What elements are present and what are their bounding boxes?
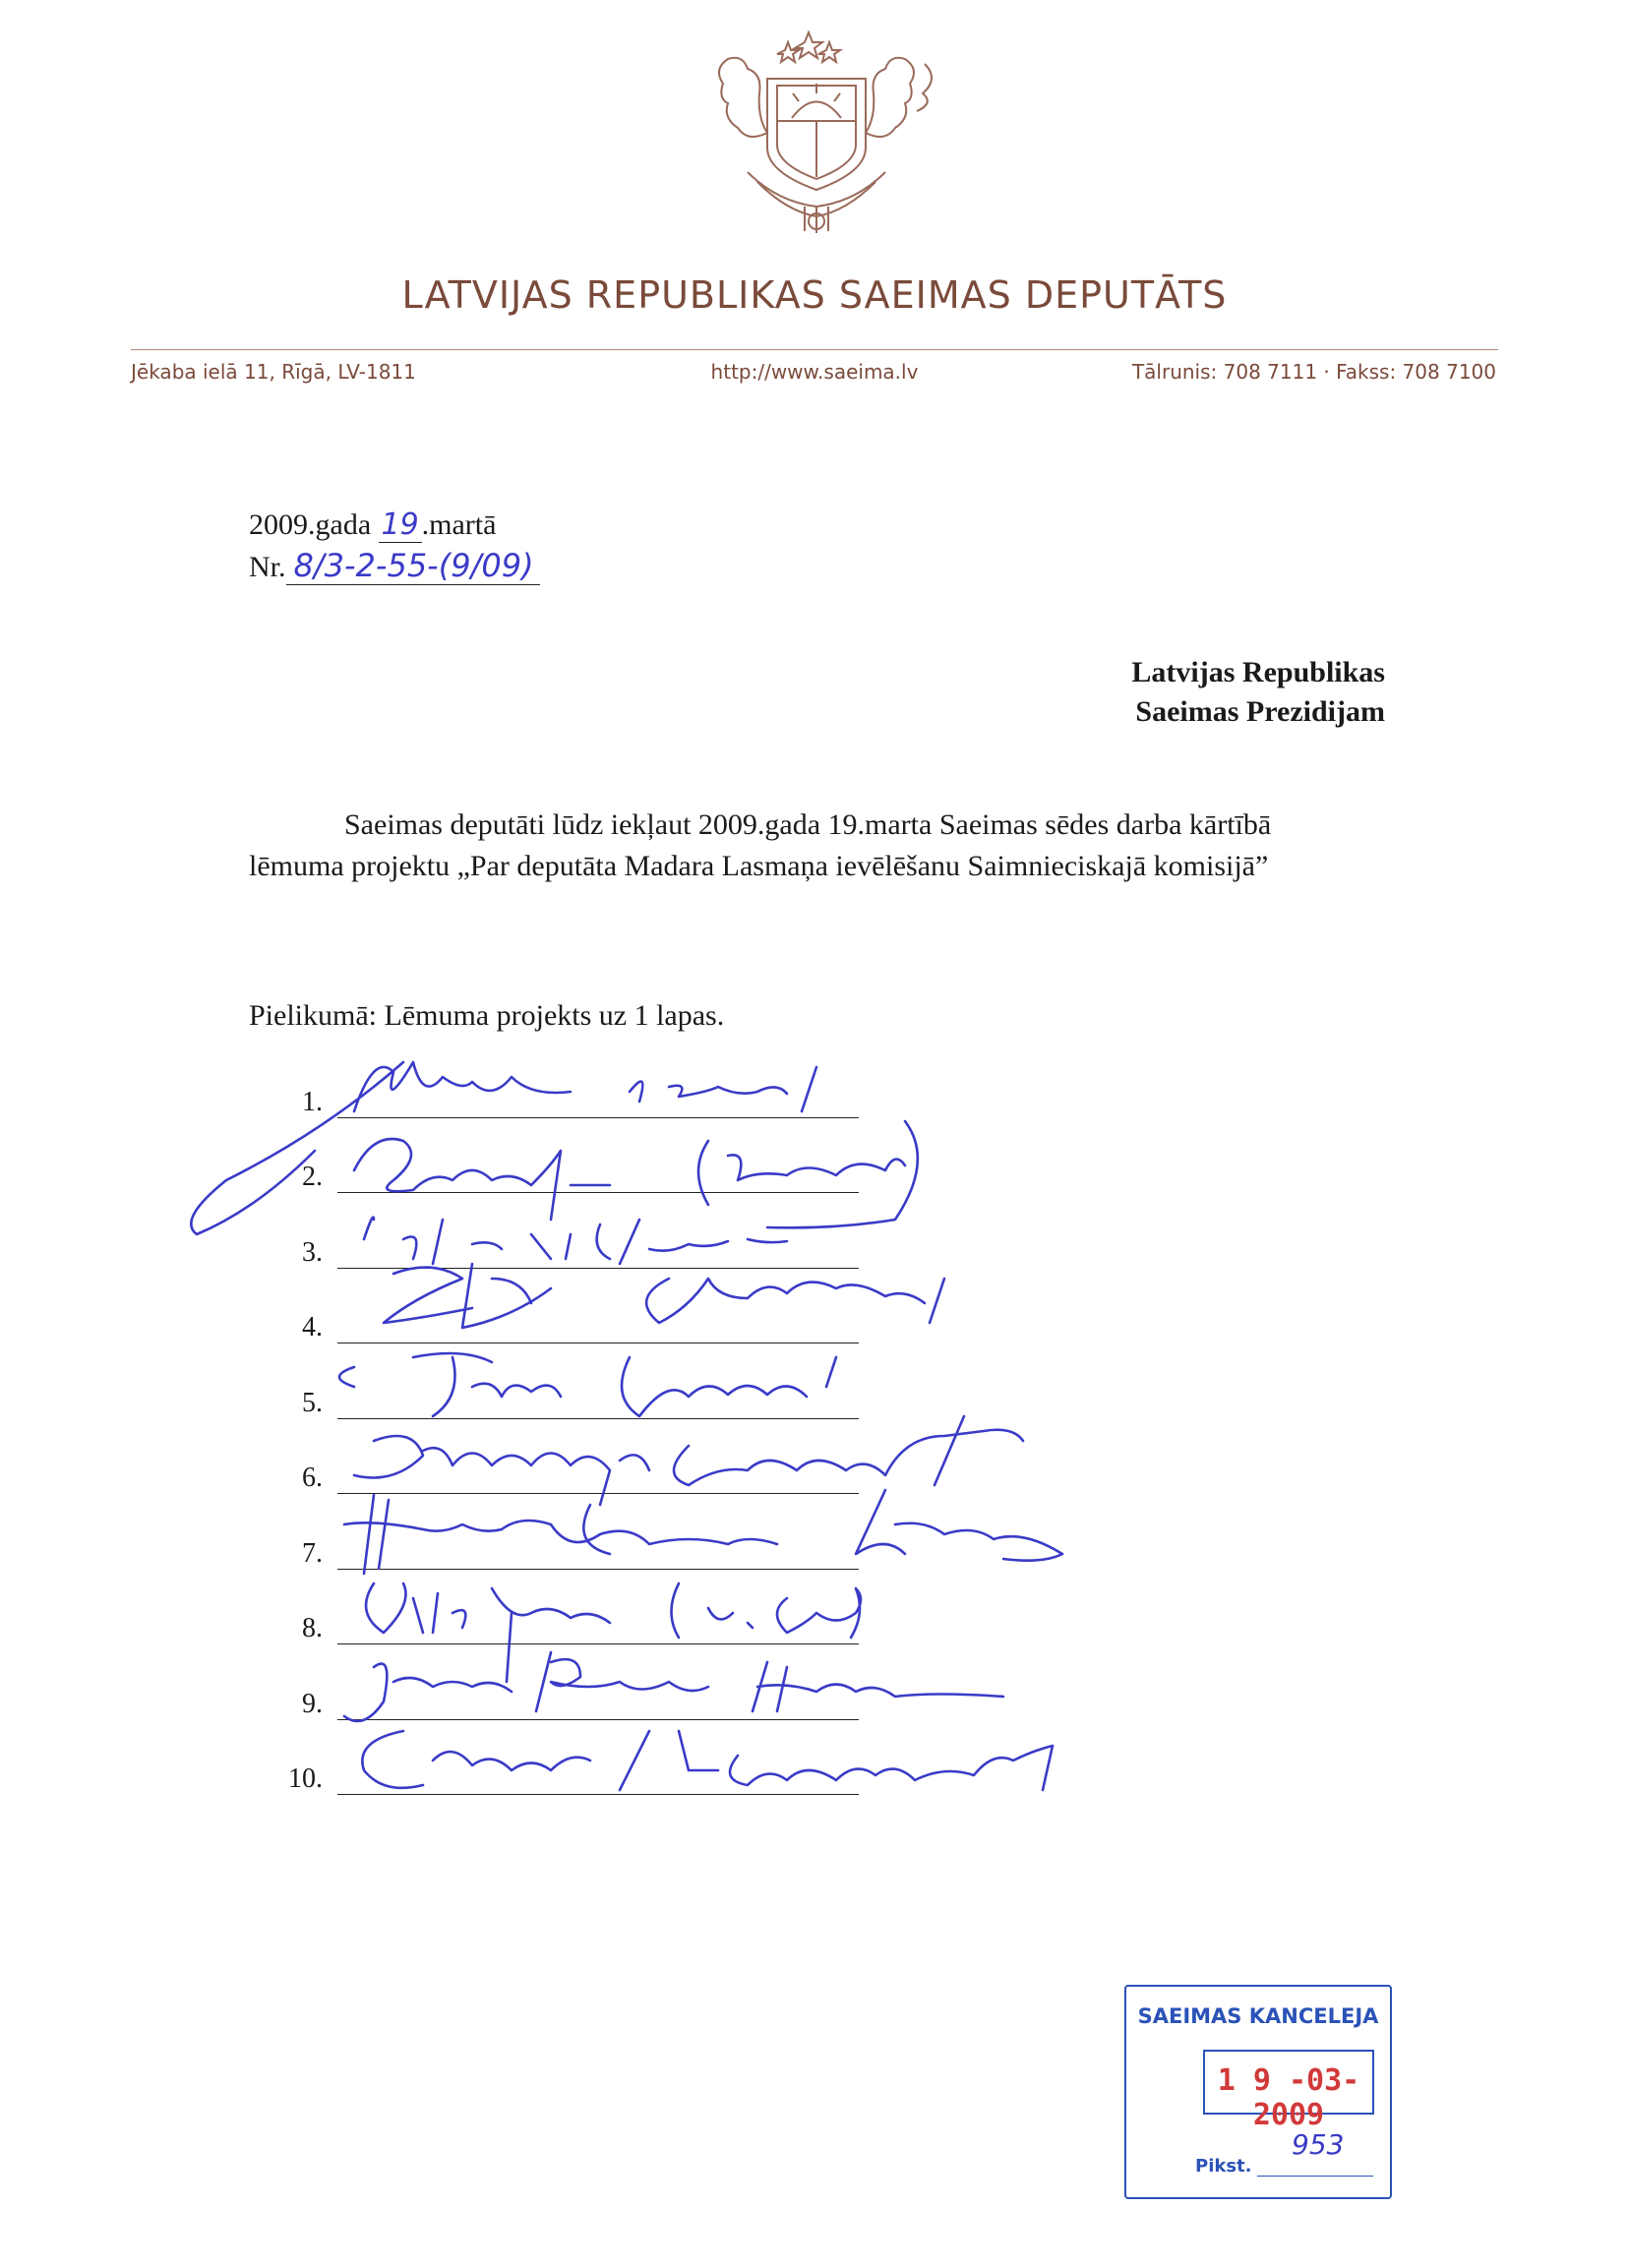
addressee-block <box>1131 653 1385 732</box>
signature-6 <box>354 1436 649 1505</box>
signature-line <box>337 1643 859 1644</box>
office-stamp <box>1124 1985 1392 2199</box>
signature-line <box>337 1569 859 1570</box>
signature-line <box>337 1117 859 1118</box>
reference-number-line <box>249 547 540 585</box>
signature-1 <box>191 1062 571 1234</box>
letterhead-address: Jēkaba ielā 11, Rīgā, LV-1811 <box>131 360 416 384</box>
signature-number: 5. <box>302 1387 323 1418</box>
body-line-1: Saeimas deputāti lūdz iekļaut 2009.gada 19.marta Saeimas sēdes darba kārtībā <box>344 808 1272 841</box>
signature-number: 6. <box>302 1462 323 1493</box>
date-prefix: 2009.gada <box>249 508 379 541</box>
date-suffix: .martā <box>421 508 497 541</box>
letterhead-divider <box>131 349 1498 350</box>
signature-7 <box>344 1495 777 1574</box>
signature-line <box>337 1719 859 1720</box>
stamp-label: Pikst. <box>1195 2156 1252 2177</box>
stamp-date-box <box>1203 2050 1374 2132</box>
signature-number: 9. <box>302 1688 323 1719</box>
stamp-registration-number: 953 <box>1292 2128 1345 2161</box>
signature-9 <box>344 1652 708 1721</box>
signature-line <box>337 1192 859 1193</box>
signature-3 <box>364 1218 787 1265</box>
body-line-2: lēmuma projektu „Par deputāta Madara Lasmaņa ievēlēšanu Saimnieciskajā komisijā” <box>249 850 1269 882</box>
signature-number: 2. <box>302 1162 323 1192</box>
signature-number: 8. <box>302 1613 323 1643</box>
handwritten-day: 19 <box>379 507 422 543</box>
stamp-date: 1 9 -03- 2009 <box>1217 2063 1360 2132</box>
reference-number-label: Nr. <box>249 551 286 583</box>
signature-number: 4. <box>302 1312 323 1343</box>
attachment-note: Pielikumā: Lēmuma projekts uz 1 lapas. <box>249 999 725 1032</box>
signature-line <box>337 1493 859 1494</box>
signature-number: 7. <box>302 1537 323 1569</box>
signature-10 <box>362 1731 590 1788</box>
signature-number: 1. <box>302 1086 323 1117</box>
coat-of-arms-emblem <box>689 25 944 236</box>
date-line <box>249 507 496 543</box>
signature-number: 10. <box>288 1763 323 1794</box>
letterhead-title: LATVIJAS REPUBLIKAS SAEIMAS DEPUTĀTS <box>401 273 1228 317</box>
addressee-line-2: Saeimas Prezidijam <box>1135 695 1385 728</box>
signature-line <box>337 1794 859 1795</box>
signature-4 <box>384 1264 551 1328</box>
addressee-line-1: Latvijas Republikas <box>1131 656 1385 688</box>
signature-line <box>337 1268 859 1269</box>
handwritten-reference-number: 8/3-2-55-(9/09) <box>286 547 540 585</box>
signature-5 <box>339 1353 561 1416</box>
stamp-line <box>1257 2176 1373 2177</box>
signature-8 <box>366 1583 610 1682</box>
letterhead-phone-fax: Tālrunis: 708 7111 · Fakss: 708 7100 <box>1131 360 1496 384</box>
letterhead-website: http://www.saeima.lv <box>710 360 919 384</box>
stamp-title: SAEIMAS KANCELEJA <box>1137 2004 1379 2028</box>
signature-line <box>337 1418 859 1419</box>
signature-2 <box>354 1139 610 1220</box>
signature-number: 3. <box>302 1236 323 1268</box>
